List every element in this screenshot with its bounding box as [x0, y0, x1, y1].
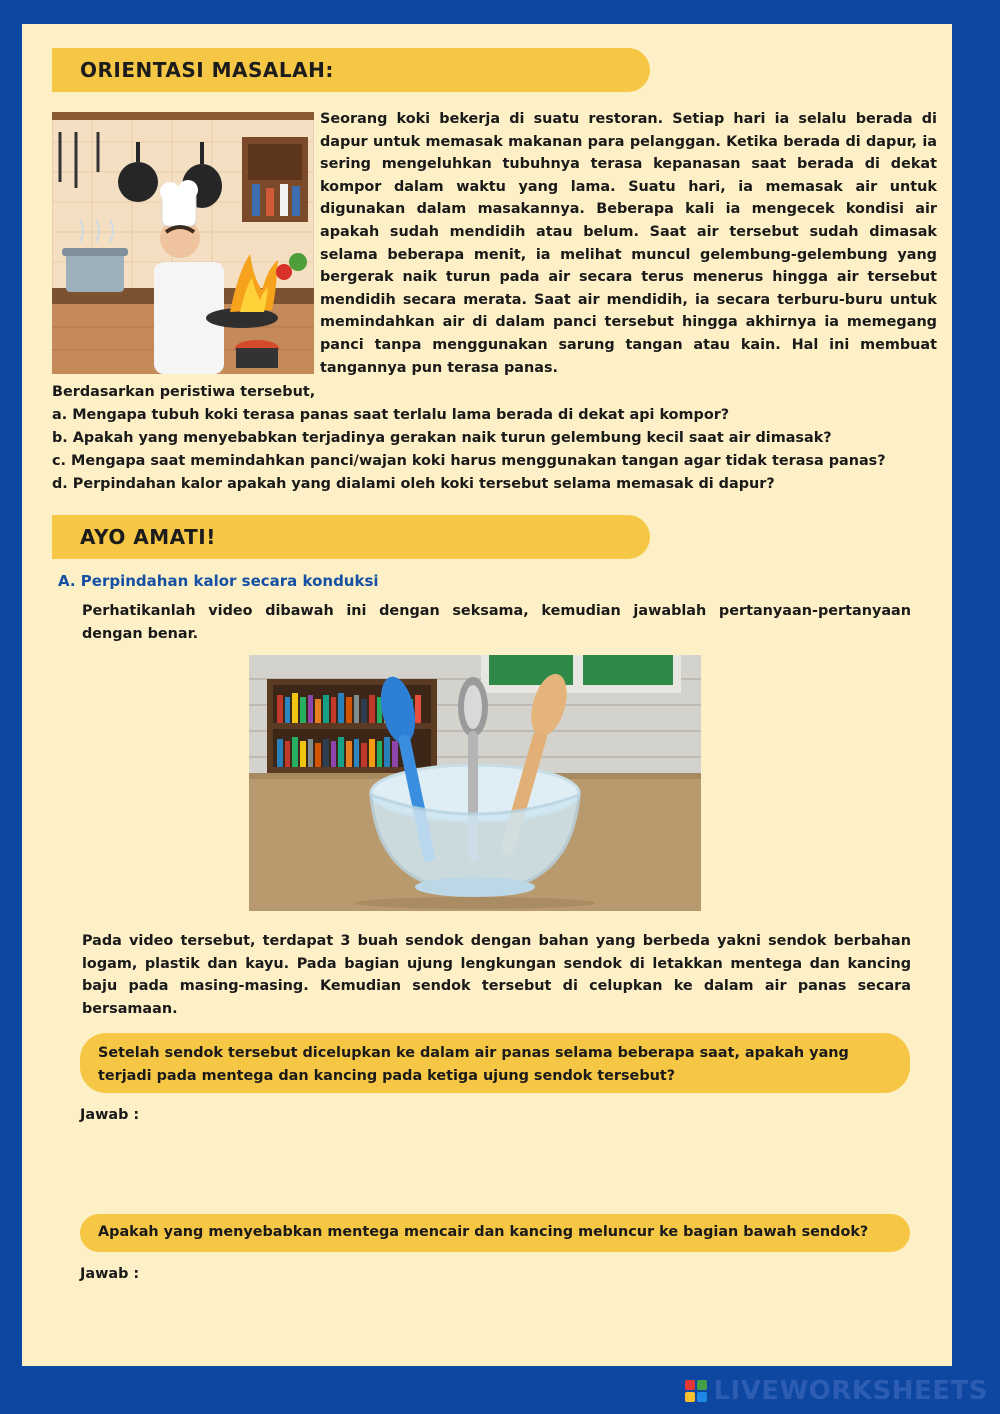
answer-field-2[interactable] — [80, 1290, 910, 1350]
orientasi-banner — [52, 48, 650, 92]
liveworksheets-brand — [685, 1376, 988, 1406]
spoons-video[interactable] — [249, 655, 701, 911]
question-prompt-1: Setelah sendok tersebut dicelupkan ke dalam air panas selama beberapa saat, apakah yang terjadi pada mentega dan kancing pada ketiga ujung sendok tersebut? — [80, 1033, 910, 1093]
answer-field-1[interactable] — [80, 1130, 910, 1190]
question-prompt-2: Apakah yang menyebabkan mentega mencair dan kancing meluncur ke bagian bawah sendok? — [80, 1214, 910, 1252]
orientasi-title: ORIENTASI MASALAH: — [80, 58, 334, 82]
questions-intro: Berdasarkan peristiwa tersebut, — [52, 384, 316, 400]
answer-label-2: Jawab : — [80, 1266, 140, 1282]
answer-label-1: Jawab : — [80, 1107, 140, 1123]
question-a: a. Mengapa tubuh koki terasa panas saat terlalu lama berada di dekat api kompor? — [52, 407, 730, 423]
worksheet-page — [22, 24, 952, 1366]
instruction-text: Perhatikanlah video dibawah ini dengan seksama, kemudian jawablah pertanyaan-pertanyaan dengan benar. — [82, 603, 911, 642]
liveworksheets-logo-icon — [685, 1380, 707, 1402]
amati-banner — [52, 515, 650, 559]
brand-text: LIVEWORKSHEETS — [713, 1376, 988, 1406]
story-paragraph: Seorang koki bekerja di suatu restoran. Setiap hari ia selalu berada di dapur untuk memasak makanan para pelanggan. Ketika berada di dapur, ia sering mengeluhkan tubuhnya terasa kepanasan saat berada di dekat kompor dalam waktu yang lama. Suatu hari, ia memasak air untuk digunakan dalam masakannya. Beberapa kali ia mengecek kondisi air apakah sudah mendidih atau belum. Saat air tersebut sudah dimasak selama beberapa menit, ia melihat muncul gelembung-gelembung yang bergerak naik turun pada air secara terus menerus hingga air tersebut mendidih secara merata. Saat air mendidih, ia secara terburu-buru untuk memindahkan air di dalam panci tersebut hingga akhirnya ia memegang panci tanpa menggunakan sarung tangan atau kain. Hal ini membuat tangannya pun terasa panas. — [320, 111, 937, 376]
chef-illustration — [52, 112, 314, 374]
conduction-subheading: A. Perpindahan kalor secara konduksi — [58, 572, 379, 590]
question-d: d. Perpindahan kalor apakah yang dialami oleh koki tersebut selama memasak di dapur? — [52, 476, 775, 492]
video-description: Pada video tersebut, terdapat 3 buah sendok dengan bahan yang berbeda yakni sendok berbahan logam, plastik dan kayu. Pada bagian ujung lengkungan sendok di letakkan mentega dan kancing baju pada masing-masing. Kemudian sendok tersebut di celupkan ke dalam air panas secara bersamaan. — [82, 933, 911, 1017]
question-b: b. Apakah yang menyebabkan terjadinya gerakan naik turun gelembung kecil saat air dimasak? — [52, 430, 832, 446]
amati-title: AYO AMATI! — [80, 525, 216, 549]
question-c: c. Mengapa saat memindahkan panci/wajan koki harus menggunakan tangan agar tidak terasa panas? — [52, 453, 886, 469]
